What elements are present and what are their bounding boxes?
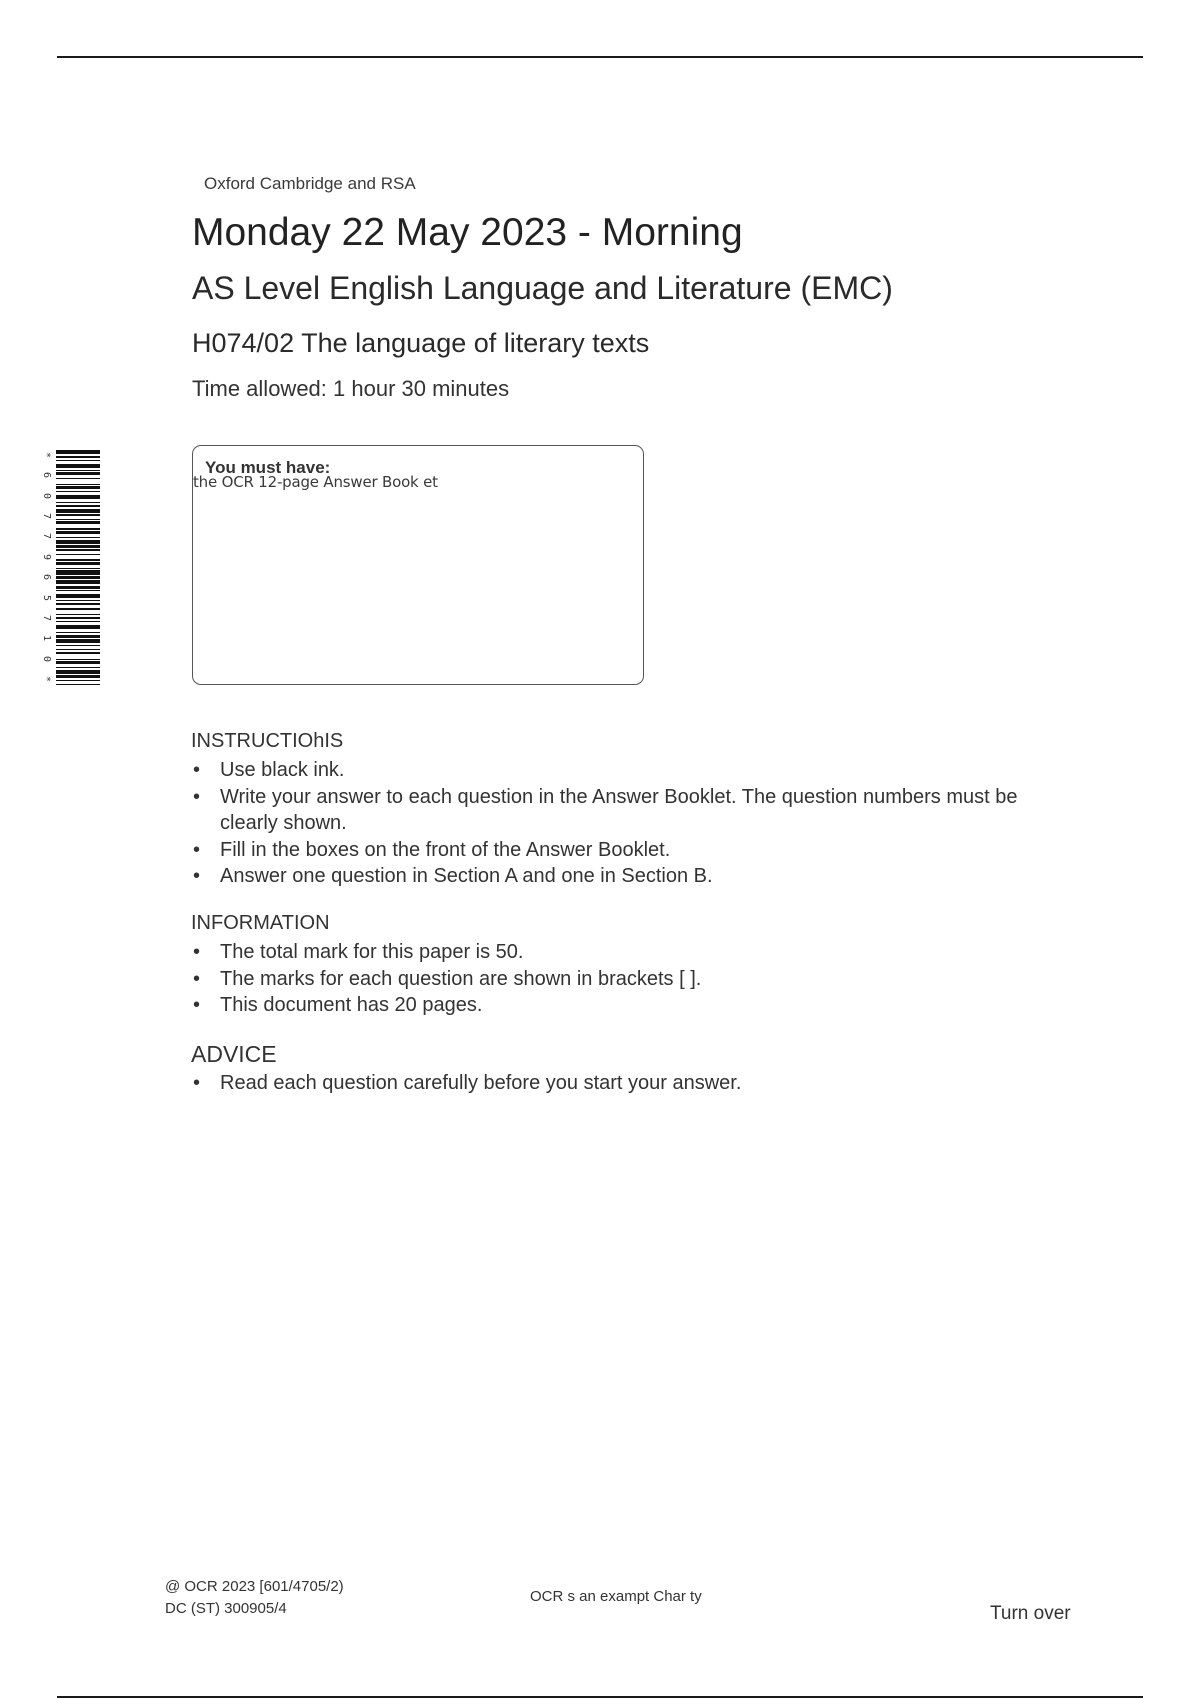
barcode-digit: 1 [41, 635, 52, 642]
barcode-bar [56, 659, 100, 660]
barcode-bar [56, 594, 100, 598]
barcode-bar [56, 621, 100, 622]
list-item [191, 966, 1071, 993]
barcode-bar [56, 528, 100, 529]
barcode-bar [56, 661, 100, 664]
barcode-bar [56, 603, 100, 606]
list-item-text: Read each question carefully before you start your answer. [220, 1072, 742, 1094]
barcode-bar [56, 586, 100, 589]
barcode-bar [56, 540, 100, 544]
barcode-bar [56, 625, 100, 629]
barcode-bar [56, 608, 100, 609]
document-code: DC (ST) 300905/4 [165, 1600, 287, 1617]
instructions-section [191, 729, 1071, 890]
barcode [40, 450, 102, 684]
list-item-text: The total mark for this paper is 50. [220, 941, 524, 963]
advice-heading: ADVICE [191, 1041, 277, 1067]
top-rule [57, 56, 1143, 58]
list-item [191, 863, 1071, 890]
barcode-bar [56, 645, 100, 646]
charity-notice: OCR s an exampt Char ty [530, 1588, 702, 1605]
bullet: • [193, 994, 201, 1016]
barcode-digit: 6 [41, 472, 52, 479]
list-item [191, 1070, 1071, 1097]
instructions-list [191, 757, 1071, 890]
barcode-bar [56, 495, 100, 499]
barcode-bar [56, 537, 100, 538]
paper-code-title: H074/02 The language of literary texts [192, 328, 650, 358]
barcode-bar [56, 491, 100, 492]
exam-date-title: Monday 22 May 2023 - Morning [192, 211, 743, 254]
advice-list [191, 1070, 1071, 1097]
bullet: • [193, 759, 201, 781]
bullet: • [193, 941, 201, 963]
barcode-bar [56, 600, 100, 601]
information-heading: INFORMATION [191, 912, 330, 934]
barcode-digit: 0 [41, 655, 52, 662]
barcode-bar [56, 649, 100, 650]
barcode-bar [56, 559, 100, 560]
list-item [191, 784, 1071, 837]
barcode-bar [56, 545, 100, 548]
barcode-bar [56, 460, 100, 461]
bullet: • [193, 838, 201, 861]
you-must-have-heading: You must have: [205, 458, 331, 477]
instructions-heading: INSTRUCTIOhIS [191, 730, 344, 752]
qualification-title: AS Level English Language and Literature (EMC) [192, 270, 893, 306]
barcode-bar [56, 470, 100, 471]
time-allowed: Time allowed: 1 hour 30 minutes [192, 376, 510, 401]
barcode-bar [56, 509, 100, 513]
list-item [191, 757, 1071, 784]
barcode-bar [56, 531, 100, 534]
barcode-bar [56, 568, 100, 569]
barcode-digit: 0 [41, 492, 52, 499]
you-must-have-item: the OCR 12-page Answer Book et [193, 473, 438, 491]
copyright-notice: @ OCR 2023 [601/4705/2) [165, 1578, 344, 1595]
barcode-bar [56, 505, 100, 508]
barcode-bar [56, 472, 100, 475]
list-item-text: This document has 20 pages. [220, 994, 483, 1016]
barcode-digit: 6 [41, 574, 52, 581]
barcode-bar [56, 554, 100, 555]
barcode-digit: * [41, 451, 52, 459]
barcode-bar [56, 667, 100, 668]
list-item-text: Fill in the boxes on the front of the Answer Booklet. [220, 838, 671, 861]
you-must-have-box [192, 445, 644, 685]
barcode-bar [56, 519, 100, 520]
bullet: • [193, 967, 201, 990]
barcode-bar [56, 486, 100, 489]
barcode-bars [56, 450, 100, 684]
barcode-bar [56, 635, 100, 638]
barcode-bar [56, 464, 100, 468]
barcode-digits [40, 450, 52, 684]
bullet: • [193, 865, 201, 887]
barcode-bar [56, 570, 100, 574]
barcode-bar [56, 614, 100, 615]
list-item [191, 939, 1071, 966]
barcode-digit: 7 [41, 533, 52, 540]
barcode-bar [56, 639, 100, 643]
barcode-digit: 9 [41, 553, 52, 560]
barcode-bar [56, 514, 100, 515]
barcode-bar [56, 632, 100, 633]
barcode-bar [56, 549, 100, 550]
barcode-digit: * [41, 675, 52, 682]
barcode-bar [56, 562, 100, 565]
barcode-bar [56, 670, 100, 674]
barcode-bar [56, 576, 100, 579]
barcode-bar [56, 478, 100, 479]
barcode-bar [56, 580, 100, 584]
advice-section [191, 1040, 1071, 1097]
barcode-bar [56, 484, 100, 485]
barcode-bar [56, 590, 100, 591]
barcode-bar [56, 617, 100, 620]
list-item-text: The marks for each question are shown in brackets [ ]. [220, 967, 702, 990]
list-item [191, 837, 1071, 864]
barcode-digit: 7 [41, 513, 52, 520]
turn-over-label: Turn over [990, 1603, 1071, 1624]
bullet: • [193, 1072, 201, 1094]
list-item [191, 992, 1071, 1019]
barcode-bar [56, 502, 100, 503]
bottom-rule [57, 1696, 1143, 1698]
barcode-digit: 7 [41, 614, 52, 621]
list-item-text: Use black ink. [220, 759, 345, 781]
barcode-bar [56, 456, 100, 459]
barcode-bar [56, 680, 100, 681]
barcode-digit: 5 [41, 594, 52, 601]
information-section [191, 911, 1071, 1019]
information-list [191, 939, 1071, 1019]
barcode-bar [56, 652, 100, 655]
barcode-bar [56, 675, 100, 678]
bullet: • [193, 785, 201, 808]
barcode-bar [56, 521, 100, 524]
exam-board-name: Oxford Cambridge and RSA [204, 174, 416, 193]
list-item-text: Answer one question in Section A and one in Section B. [220, 865, 713, 887]
list-item-text: Write your answer to each question in the Answer Booklet. The question numbers must be clearly shown. [220, 785, 1018, 834]
barcode-bar [56, 450, 100, 454]
